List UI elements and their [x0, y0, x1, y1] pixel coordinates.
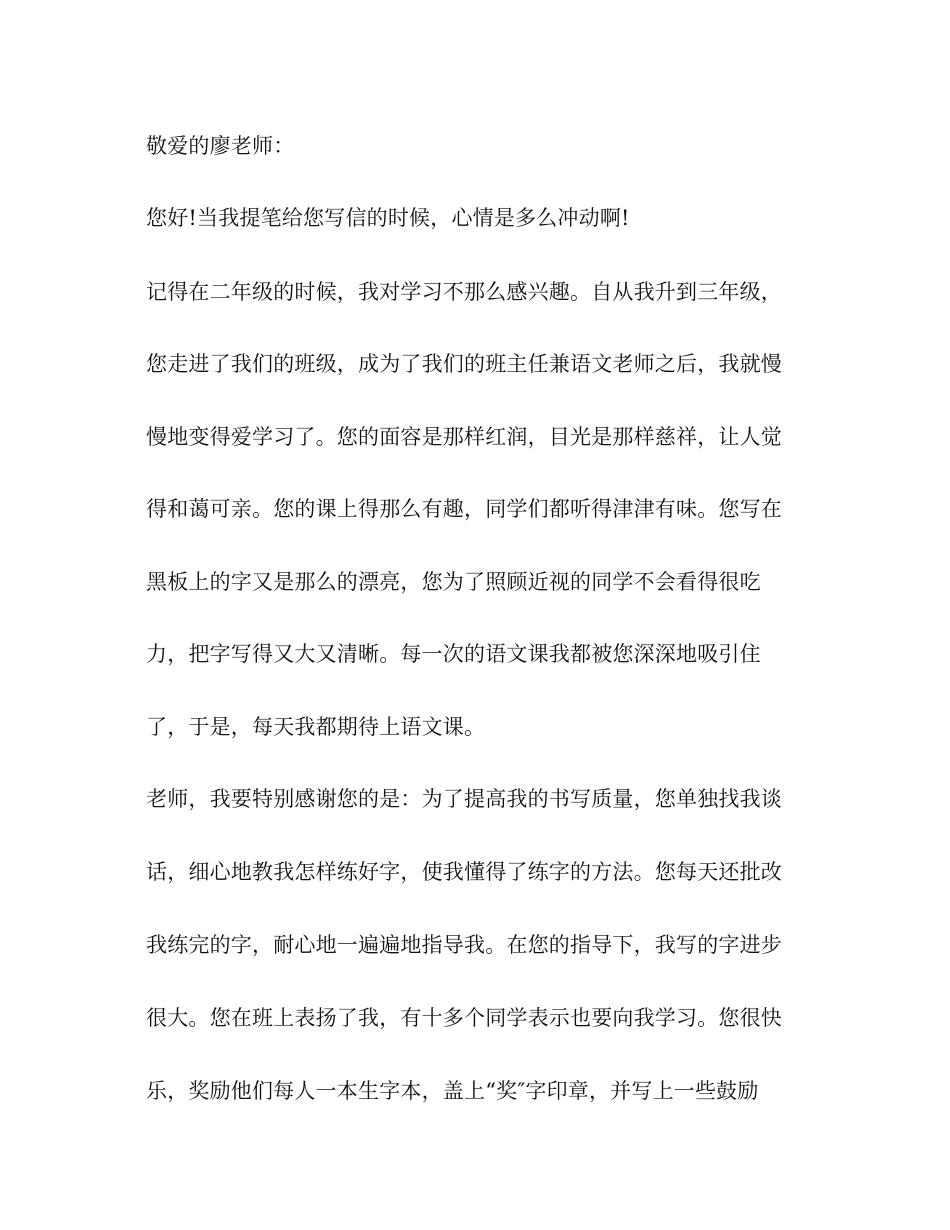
letter-line: 得和蔼可亲。您的课上得那么有趣，同学们都听得津津有味。您写在 — [146, 497, 782, 521]
letter-line: 黑板上的字又是那么的漂亮，您为了照顾近视的同学不会看得很吃 — [146, 570, 761, 594]
letter-line: 我练完的字，耐心地一遍遍地指导我。在您的指导下，我写的字进步 — [146, 933, 782, 957]
letter-line: 话，细心地教我怎样练好字，使我懂得了练字的方法。您每天还批改 — [146, 860, 782, 884]
letter-line: 记得在二年级的时候，我对学习不那么感兴趣。自从我升到三年级， — [146, 280, 782, 304]
letter-line: 老师，我要特别感谢您的是：为了提高我的书写质量，您单独找我谈 — [146, 787, 782, 811]
letter-line: 很大。您在班上表扬了我，有十多个同学表示也要向我学习。您很快 — [146, 1006, 782, 1030]
letter-line: 您好!当我提笔给您写信的时候，心情是多么冲动啊! — [146, 206, 630, 230]
letter-line: 您走进了我们的班级，成为了我们的班主任兼语文老师之后，我就慢 — [146, 352, 782, 376]
letter-line: 慢地变得爱学习了。您的面容是那样红润，目光是那样慈祥，让人觉 — [146, 425, 782, 449]
letter-line: 乐，奖励他们每人一本生字本，盖上“奖″字印章，并写上一些鼓励 — [146, 1079, 759, 1103]
letter-line: 力，把字写得又大又清晰。每一次的语文课我都被您深深地吸引住 — [146, 642, 761, 666]
letter-line: 了，于是，每天我都期待上语文课。 — [146, 715, 486, 739]
letter-salutation: 敬爱的廖老师： — [146, 134, 295, 158]
